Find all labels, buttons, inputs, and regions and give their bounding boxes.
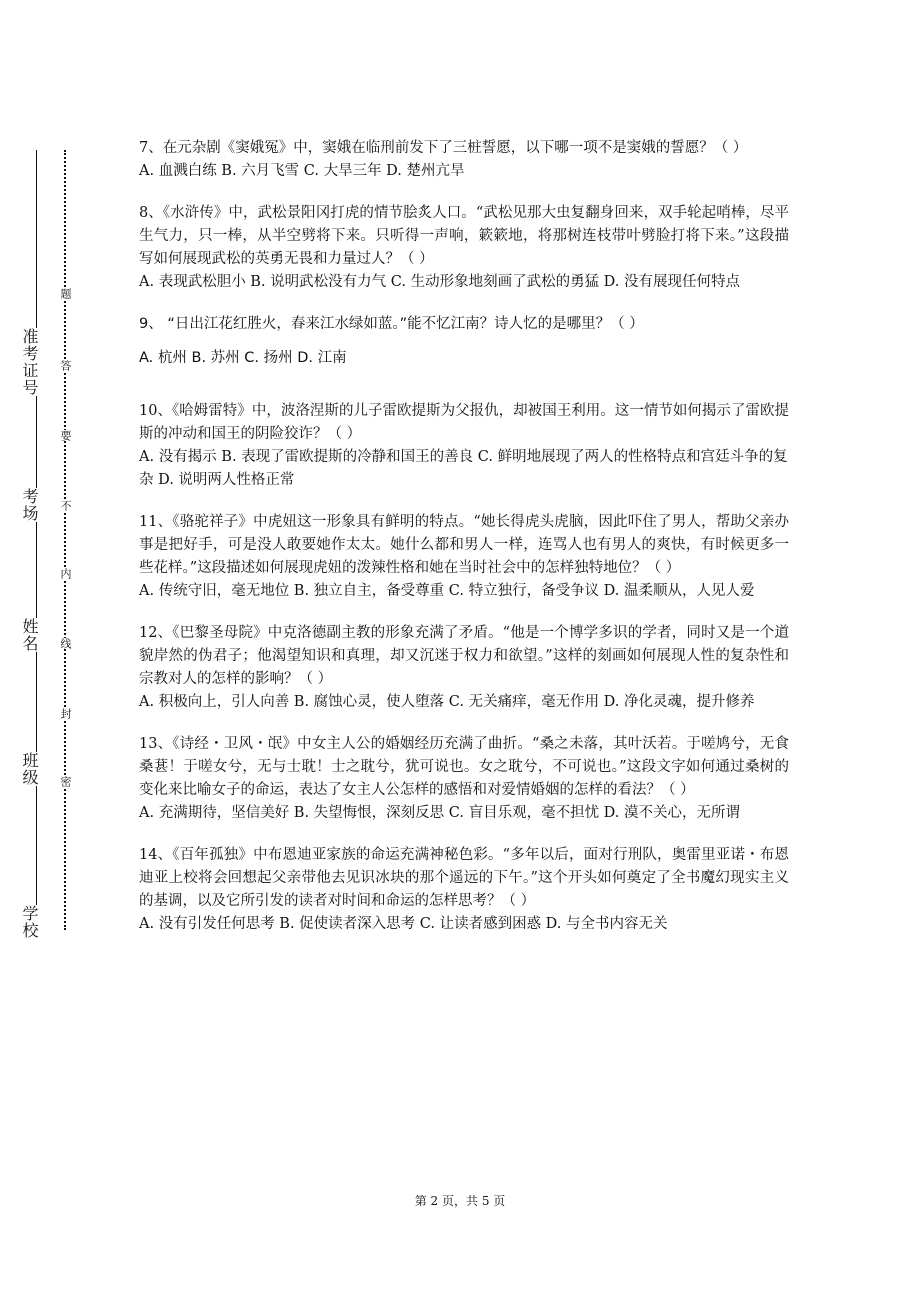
question-list <box>139 137 789 955</box>
question-options: A. 表现武松胆小 B. 说明武松没有力气 C. 生动形象地刻画了武松的勇猛 D. 没有展现任何特点 <box>139 274 741 290</box>
question-text: 14、《百年孤独》中布恩迪亚家族的命运充满神秘色彩。“多年以后，面对行刑队，奥雷里亚诺・布恩迪亚上校将会回想起父亲带他去见识冰块的那个遥远的下午。”这个开头如何奠定了全书魔幻现实主义的基调，以及它所引发的读者对时间和命运的怎样思考？（ ） <box>139 847 789 909</box>
seal-char: 密 <box>59 776 72 787</box>
answer-field-line <box>36 150 37 925</box>
question-10 <box>139 400 789 492</box>
question-text: 7、在元杂剧《窦娥冤》中，窦娥在临刑前发下了三桩誓愿，以下哪一项不是窦娥的誓愿？（ ） <box>139 140 748 156</box>
seal-char: 不 <box>59 500 72 511</box>
name-label: 姓名 <box>20 618 39 652</box>
question-options: A. 没有揭示 B. 表现了雷欧提斯的冷静和国王的善良 C. 鲜明地展现了两人的性格特点和宫廷斗争的复杂 D. 说明两人性格正常 <box>139 449 788 488</box>
question-options: A. 传统守旧，毫无地位 B. 独立自主，备受尊重 C. 特立独行，备受争议 D. 温柔顺从，人见人爱 <box>139 583 755 599</box>
seal-char: 答 <box>59 360 72 371</box>
exam-id-label: 准考证号 <box>20 328 39 396</box>
school-label: 学校 <box>20 905 39 939</box>
question-options: A. 充满期待，坚信美好 B. 失望悔恨，深刻反思 C. 盲目乐观，毫不担忧 D. 漠不关心，无所谓 <box>139 805 741 821</box>
question-text: 8、《水浒传》中，武松景阳冈打虎的情节脍炙人口。“武松见那大虫复翻身回来，双手轮起哨棒，尽平生气力，只一棒，从半空劈将下来。只听得一声响，簌簌地，将那树连枝带叶劈脸打将下来。”这段描写如何展现武松的英勇无畏和力量过人？（ ） <box>139 205 789 267</box>
question-text: 12、《巴黎圣母院》中克洛德副主教的形象充满了矛盾。“他是一个博学多识的学者，同时又是一个道貌岸然的伪君子；他渴望知识和真理，却又沉迷于权力和欲望。”这样的刻画如何展现人性的复杂性和宗教对人的怎样的影响？（ ） <box>139 625 789 687</box>
seal-char: 要 <box>59 430 72 441</box>
question-14 <box>139 844 789 936</box>
question-text: 10、《哈姆雷特》中，波洛涅斯的儿子雷欧提斯为父报仇，却被国王利用。这一情节如何揭示了雷欧提斯的冲动和国王的阴险狡诈？（ ） <box>139 403 789 442</box>
binding-margin <box>0 0 100 1302</box>
question-8 <box>139 202 789 294</box>
question-options: A. 杭州 B. 苏州 C. 扬州 D. 江南 <box>139 350 347 366</box>
seal-char: 题 <box>59 288 72 299</box>
page-number: 第 2 页，共 5 页 <box>414 1194 506 1208</box>
question-text: 13、《诗经・卫风・氓》中女主人公的婚姻经历充满了曲折。“桑之未落，其叶沃若。于嗟鸠兮，无食桑葚！于嗟女兮，无与士耽！士之耽兮，犹可说也。女之耽兮，不可说也。”这段文字如何通过桑树的变化来比喻女子的命运，表达了女主人公怎样的感悟和对爱情婚姻的怎样的看法？（ ） <box>139 736 789 798</box>
question-11 <box>139 511 789 603</box>
question-options: A. 没有引发任何思考 B. 促使读者深入思考 C. 让读者感到困惑 D. 与全书内容无关 <box>139 916 668 932</box>
question-options: A. 血溅白练 B. 六月飞雪 C. 大旱三年 D. 楚州亢旱 <box>139 163 465 179</box>
question-text: 9、 “日出江花红胜火，春来江水绿如蓝。”能不忆江南？诗人忆的是哪里？（ ） <box>139 316 644 332</box>
seal-char: 线 <box>59 638 72 649</box>
question-13 <box>139 733 789 825</box>
question-7 <box>139 137 789 183</box>
question-9 <box>139 313 789 370</box>
question-text: 11、《骆驼祥子》中虎妞这一形象具有鲜明的特点。“她长得虎头虎脑，因此吓住了男人，帮助父亲办事是把好手，可是没人敢要她作太太。她什么都和男人一样，连骂人也有男人的爽快，有时候更多一些花样。”这段描述如何展现虎妞的泼辣性格和她在当时社会中的怎样独特地位？（ ） <box>139 514 789 576</box>
exam-room-label: 考场 <box>20 488 39 522</box>
seal-char: 内 <box>59 568 72 579</box>
seal-char: 封 <box>59 708 72 719</box>
question-options: A. 积极向上，引人向善 B. 腐蚀心灵，使人堕落 C. 无关痛痒，毫无作用 D. 净化灵魂，提升修养 <box>139 694 755 710</box>
seal-dotted-line <box>64 150 66 930</box>
question-12 <box>139 622 789 714</box>
class-label: 班级 <box>20 752 39 786</box>
